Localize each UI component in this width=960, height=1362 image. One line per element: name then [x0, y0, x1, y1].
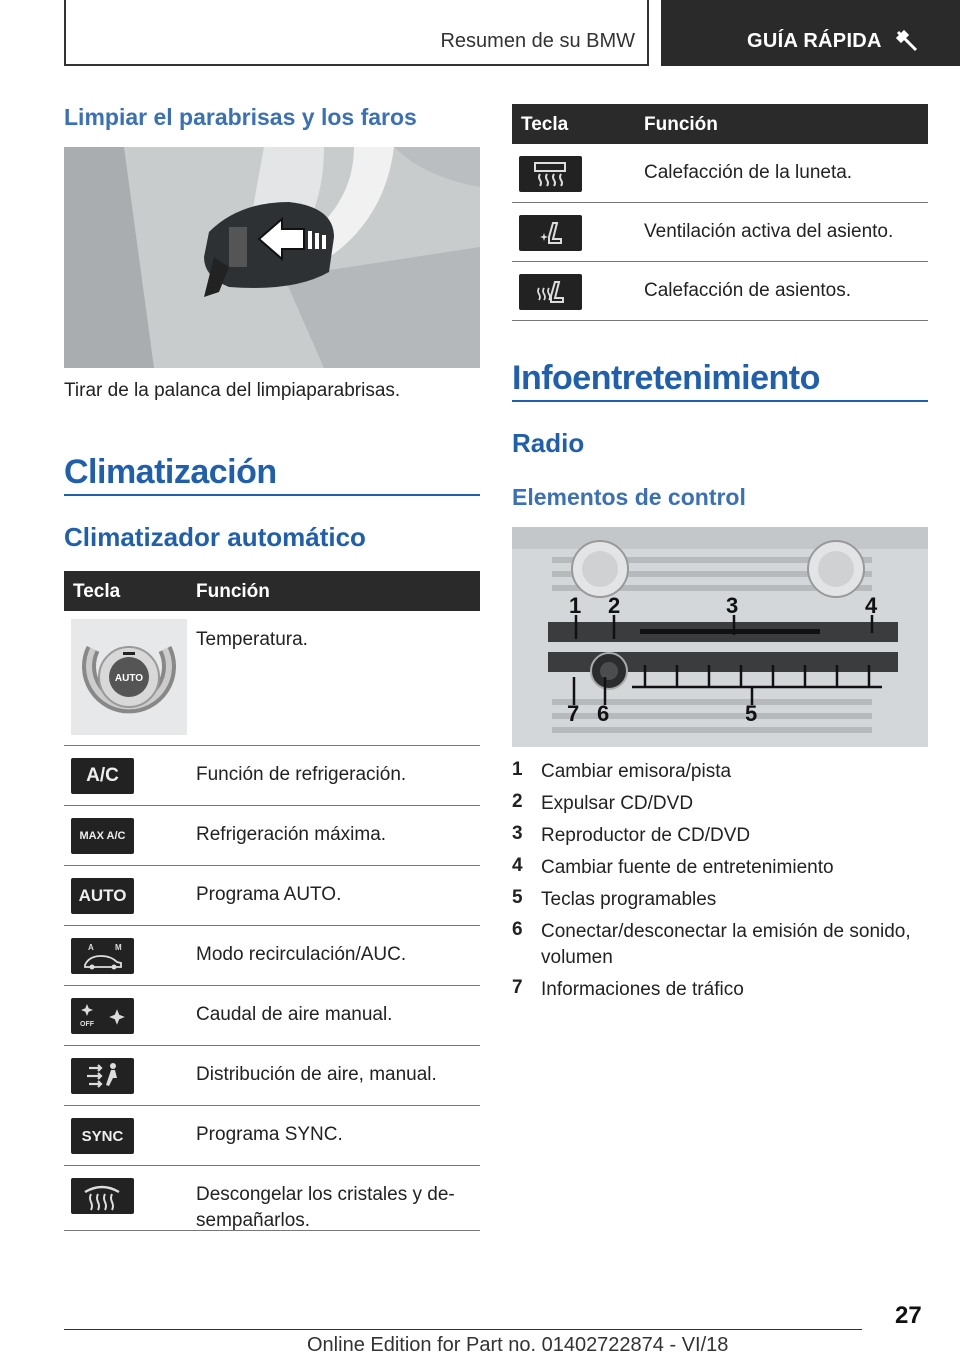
function-text: Calefacción de la luneta.: [644, 162, 853, 183]
table-row: [512, 262, 928, 321]
table-row: [64, 806, 480, 866]
header-chapter-title: GUÍA RÁPIDA: [747, 30, 882, 52]
footer-edition: Online Edition for Part no. 01402722874 - VI/18: [307, 1334, 729, 1356]
function-text: Ventilación activa del asiento.: [644, 221, 894, 242]
list-item-number: 4: [512, 855, 523, 876]
table-row: [64, 1046, 480, 1106]
climate-table: [64, 571, 480, 1231]
table-row: [64, 986, 480, 1046]
col-function: Función: [196, 581, 270, 602]
seat-heating-icon: [519, 274, 582, 310]
function-text: Refrigeración máxima.: [196, 824, 387, 845]
col-function: Función: [644, 114, 718, 135]
radio-heading: Radio: [512, 428, 585, 458]
col-key: Tecla: [73, 581, 121, 602]
quick-guide-icon: [894, 28, 920, 54]
svg-text:A: A: [88, 943, 94, 952]
callout-7: 7: [567, 701, 580, 726]
svg-text:M: M: [115, 943, 122, 952]
function-text: Temperatura.: [196, 629, 308, 650]
callout-2: 2: [608, 593, 621, 618]
svg-text:AUTO: AUTO: [114, 673, 144, 684]
table-row: [512, 144, 928, 203]
table-row: [64, 746, 480, 806]
list-item-number: 1: [512, 759, 523, 780]
radio-controls-photo: [512, 527, 928, 747]
climate-heading-rule: [64, 494, 480, 496]
table-row: [64, 611, 480, 746]
function-text: Programa AUTO.: [196, 884, 342, 905]
heating-table: [512, 104, 928, 321]
header-section-title: Resumen de su BMW: [440, 30, 635, 52]
footer-rule: [64, 1329, 862, 1330]
callout-4: 4: [865, 593, 878, 618]
list-item-text: Reproductor de CD/DVD: [541, 825, 751, 846]
page-number: 27: [895, 1302, 922, 1329]
list-item-number: 5: [512, 887, 523, 908]
rear-window-heating-icon: [519, 156, 582, 192]
auto-ac-heading: Climatizador automático: [64, 522, 366, 552]
list-item-text: Cambiar fuente de entretenimiento: [541, 857, 834, 878]
list-item-text: Informaciones de tráfico: [541, 979, 744, 1000]
auto-button-icon: AUTO: [71, 878, 134, 914]
seat-ventilation-icon: [519, 215, 582, 251]
function-text: Descongelar los cristales y de-sempañarlos.: [196, 1184, 455, 1231]
heating-table-header: [512, 104, 928, 144]
list-item-text: Expulsar CD/DVD: [541, 793, 694, 814]
list-item-number: 2: [512, 791, 523, 812]
function-text: Función de refrigeración.: [196, 764, 407, 785]
list-item-number: 3: [512, 823, 523, 844]
infotainment-heading-rule: [512, 400, 928, 402]
air-distribution-button-icon: [71, 1058, 134, 1094]
climate-heading: Climatización: [64, 453, 277, 491]
climate-table-header: [64, 571, 480, 611]
callout-3: 3: [726, 593, 739, 618]
function-text: Modo recirculación/AUC.: [196, 944, 407, 965]
temperature-knob-icon: [71, 619, 187, 735]
svg-text:OFF: OFF: [80, 1021, 94, 1028]
function-text: Distribución de aire, manual.: [196, 1064, 437, 1085]
list-item-number: 7: [512, 977, 523, 998]
sync-button-icon: SYNC: [71, 1118, 134, 1154]
list-item-text: Cambiar emisora/pista: [541, 761, 732, 782]
table-row: [64, 1106, 480, 1166]
recirculation-button-icon: [71, 938, 134, 974]
function-text: Programa SYNC.: [196, 1124, 343, 1145]
function-text: Caudal de aire manual.: [196, 1004, 393, 1025]
callout-5: 5: [745, 701, 758, 726]
header-section-tab: [64, 0, 649, 66]
table-row: [512, 203, 928, 262]
fan-button-icon: [71, 998, 134, 1034]
wiper-lever-photo: [64, 147, 480, 368]
list-item-number: 6: [512, 919, 523, 940]
table-row: [64, 866, 480, 926]
wiper-caption: Tirar de la palanca del limpiaparabrisas.: [64, 380, 401, 401]
table-row: [64, 926, 480, 986]
callout-6: 6: [597, 701, 610, 726]
list-item-text: Teclas programables: [541, 889, 717, 910]
list-item-text: Conectar/desconectar la emisión de sonido, volumen: [541, 921, 911, 968]
wiper-heading: Limpiar el parabrisas y los faros: [64, 104, 417, 130]
controls-heading: Elementos de control: [512, 484, 746, 510]
ac-button-icon: A/C: [71, 758, 134, 794]
col-key: Tecla: [521, 114, 569, 135]
function-text: Calefacción de asientos.: [644, 280, 852, 301]
infotainment-heading: Infoentretenimiento: [512, 359, 820, 397]
table-row: [64, 1166, 480, 1231]
max-ac-button-icon: MAX A/C: [71, 818, 134, 854]
defrost-button-icon: [71, 1178, 134, 1214]
callout-1: 1: [569, 593, 582, 618]
